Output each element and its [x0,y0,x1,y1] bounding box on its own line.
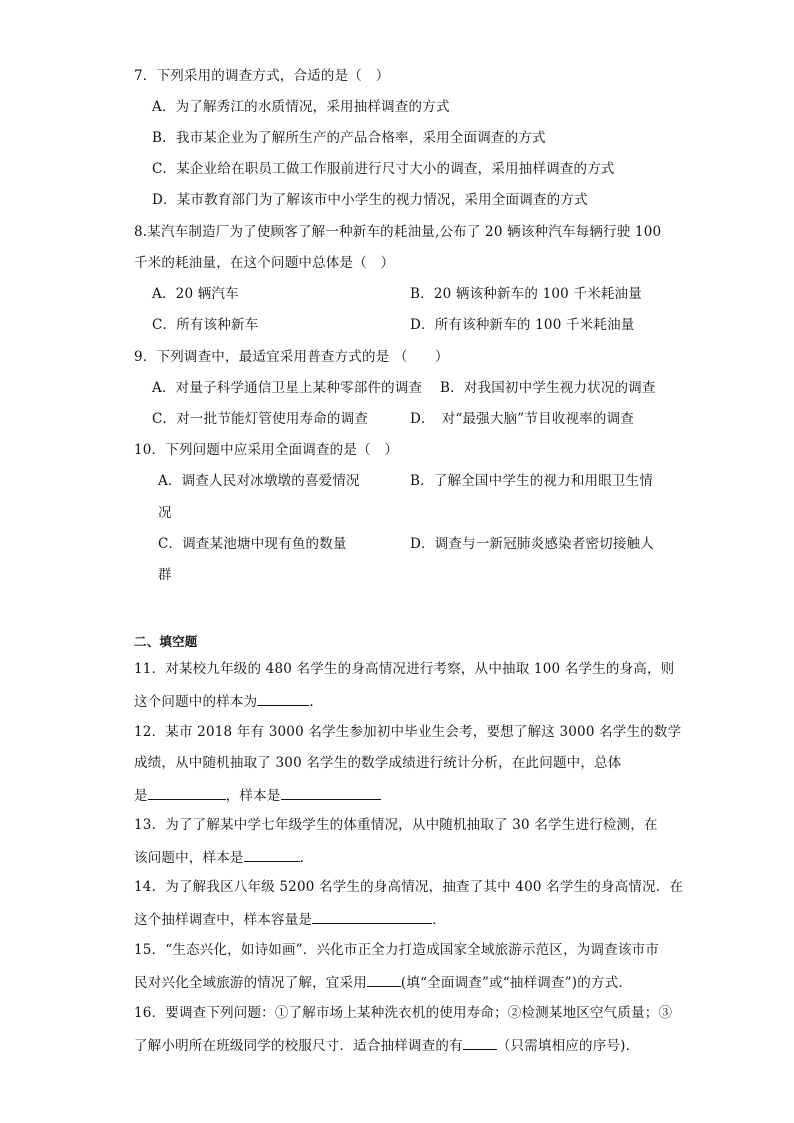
q16-line2 [134,1035,639,1055]
q9-option-d: D． 对“最强大脑”节目收视率的调查 [410,411,634,427]
q9-option-a: A．对量子科学通信卫星上某种零部件的调查 [152,380,423,396]
q11-end: . [309,694,314,710]
q10-option-a: A．调查人民对冰墩墩的喜爱情况 [158,473,360,489]
q7-option-d: D．某市教育部门为了解该市中小学生的视力情况，采用全面调查的方式 [152,192,588,208]
q11-line2 [134,691,314,711]
q12-line1: 12．某市 2018 年有 3000 名学生参加初中毕业生会考，要想了解这 3000 名学生的数学 [134,724,682,740]
q12-line2: 成绩，从中随机抽取了 300 名学生的数学成绩进行统计分析，在此问题中，总体 [134,755,622,771]
q15-answer-blank[interactable] [367,972,401,987]
q8-stem-line1: 8.某汽车制造厂为了使顾客了解一种新车的耗油量,公布了 20 辆该种汽车每辆行驶 100 [134,224,662,240]
q8-option-b: B．20 辆该种新车的 100 千米耗油量 [410,286,642,302]
q8-option-d: D．所有该种新车的 100 千米耗油量 [410,317,635,333]
q11-answer-blank[interactable] [257,691,309,706]
q8-stem-line2: 千米的耗油量，在这个问题中总体是（ ） [134,255,395,271]
q14-line1: 14．为了解我区八年级 5200 名学生的身高情况，抽查了其中 400 名学生的身高情况．在 [134,879,684,895]
q14-line2 [134,909,446,929]
q14-answer-blank[interactable] [312,909,432,924]
q10-option-d-line2: 群 [158,567,172,583]
q16-line1: 16．要调查下列问题：①了解市场上某种洗衣机的使用寿命；②检测某地区空气质量；③ [134,1005,673,1021]
q14-end: ． [432,912,446,928]
q7-stem: 7．下列采用的调查方式，合适的是（ ） [134,68,390,84]
q15-text-a: 民对兴化全域旅游的情况了解，宜采用 [134,975,367,991]
q9-stem: 9．下列调查中，最适宜采用普查方式的是 （ ） [134,349,449,365]
q13-end: . [299,850,305,866]
section-heading-fill-in: 二、填空题 [134,634,198,649]
q12-text-b: ，样本是 [225,788,281,804]
q10-option-b-line2: 况 [158,505,172,521]
q11-text: 这个问题中的样本为 [134,694,258,710]
q9-option-c: C．对一批节能灯管使用寿命的调查 [152,411,369,427]
q12-text-a: 是 [134,788,148,804]
q9-option-b: B．对我国初中学生视力状况的调查 [440,380,656,396]
q11-line1: 11．对某校九年级的 480 名学生的身高情况进行考察，从中抽取 100 名学生的身高，则 [134,661,675,677]
q8-option-c: C．所有该种新车 [152,317,259,333]
q13-line1: 13．为了了解某中学七年级学生的体重情况，从中随机抽取了 30 名学生进行检测，在 [134,817,658,833]
q15-text-b: (填“全面调查”或“抽样调查”)的方式． [400,975,633,991]
q7-option-c: C．某企业给在职员工做工作服前进行尺寸大小的调查，采用抽样调查的方式 [152,161,615,177]
q12-sample-blank[interactable] [281,785,381,800]
q15-line1: 15．“生态兴化，如诗如画”．兴化市正全力打造成国家全域旅游示范区，为调查该市市 [134,942,659,958]
q13-text: 该问题中，样本是 [134,850,244,866]
q10-option-d-line1: D．调查与一新冠肺炎感染者密切接触人 [410,536,654,552]
q10-stem: 10．下列问题中应采用全面调查的是（ ） [134,442,399,458]
q10-option-c: C．调查某池塘中现有鱼的数量 [158,536,347,552]
q12-line3 [134,785,381,805]
q16-text-b: （只需填相应的序号)． [496,1038,640,1054]
q14-text: 这个抽样调查中，样本容量是 [134,912,313,928]
q7-option-b: B．我市某企业为了解所生产的产品合格率，采用全面调查的方式 [152,130,546,146]
q16-text-a: 了解小明所在班级同学的校服尺寸．适合抽样调查的有 [134,1038,463,1054]
q12-population-blank[interactable] [148,785,226,800]
q10-option-b-line1: B．了解全国中学生的视力和用眼卫生情 [410,473,654,489]
q15-line2 [134,972,632,992]
q13-answer-blank[interactable] [244,847,300,862]
q16-answer-blank[interactable] [463,1035,497,1050]
q8-option-a: A．20 辆汽车 [152,286,239,302]
q13-line2 [134,847,304,867]
q7-option-a: A．为了解秀江的水质情况，采用抽样调查的方式 [152,99,450,115]
